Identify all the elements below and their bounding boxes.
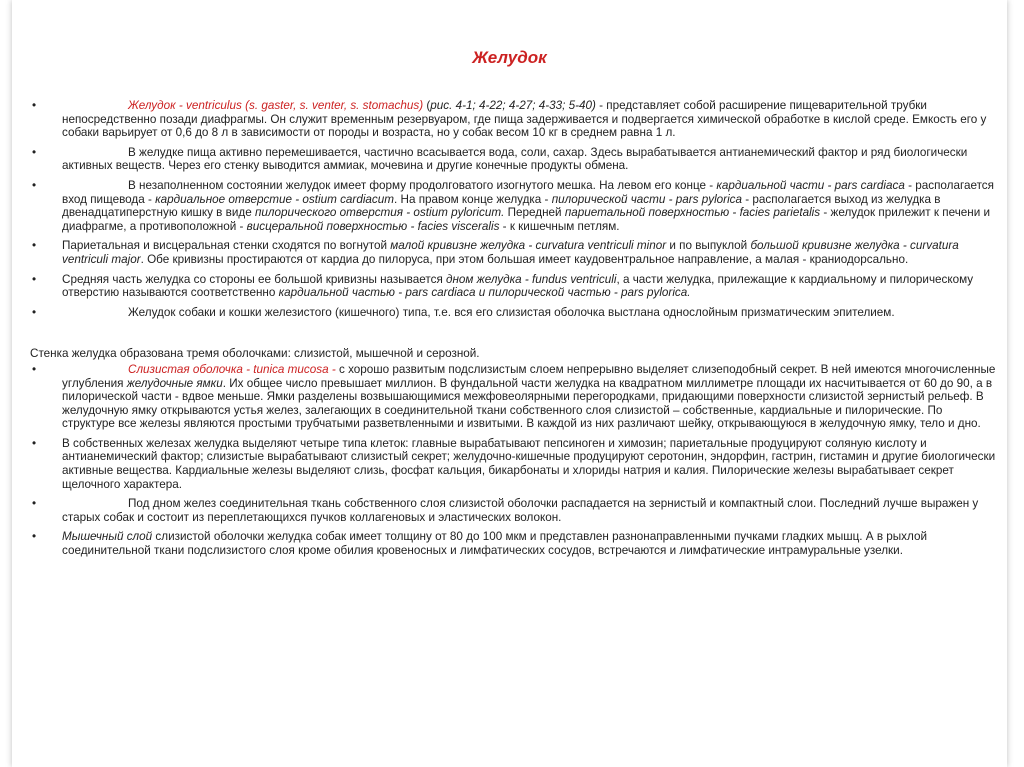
bullet-icon: • [32,530,37,544]
text-run: малой кривизне желудка - curvatura ventriculi minor [390,239,667,253]
bullet-item [30,530,998,557]
text-run: Париетальная и висцеральная стенки сходятся по вогнутой [62,239,391,253]
bullet-text: Под дном желез соединительная ткань собственного слоя слизистой оболочки распадается на зернистый и компактный слои. Последний лучше выражен у старых собак и состоит из переплетающихся пучков коллагеновых и эластических волокон. [62,497,979,524]
section-anatomy [30,99,998,319]
bullet-item [30,99,998,140]
bullet-icon: • [32,272,37,286]
text-run: Средняя часть желудка со стороны ее большой кривизны называется [62,272,447,286]
text-run: кардиальной частью - pars cardiaca и пилорической частью - pars pylorica. [278,286,691,300]
text-run: большой кривизне желудка - curvatura ventriculi major [62,239,959,266]
bullet-item [30,497,998,524]
text-run: желудочные ямки [126,376,223,390]
bullet-icon: • [32,239,37,253]
text-run: кардиальное отверстие - ostium cardiacum [155,192,395,206]
text-run: Мышечный слой [62,530,153,544]
bullet-text [62,273,973,300]
bullet-item [30,146,998,173]
bullet-item [30,363,998,431]
bullet-icon: • [32,362,37,376]
text-run: дном желудка - fundus ventriculi [446,272,617,286]
text-run: Слизистая оболочка - tunica mucosa - [128,362,336,376]
slide [12,0,1007,767]
bullet-icon: • [32,497,37,511]
text-run: В незаполненном состоянии желудок имеет форму продолговатого изогнутого мешка. На левом его конце - [128,178,717,192]
bullet-item [30,179,998,233]
bullet-text: В собственных железах желудка выделяют четыре типа клеток: главные вырабатывают пепсиноген и химозин; париетальные продуцируют соляную кислоту и антианемический фактор; слизистые вырабатывают слизистый секрет; желудочно-кишечные продуцируют серотонин, эндорфин, гастрин, гистамин и другие биологически активные вещества. Кардиальные железы выделяют слизь, фосфат кальция, бикарбонаты и хлориды натрия и калия. Пилорические железы вырабатывает секрет щелочного характера. [62,436,996,491]
bullet-text [62,363,995,430]
bullet-icon: • [32,178,37,192]
bullet-item [30,306,998,320]
bullet-text [62,99,986,139]
section-wall [30,363,998,558]
text-run: . На правом конце желудка - [394,192,552,206]
text-run: ( [423,99,431,112]
text-run: висцеральной поверхностью - facies visceralis [246,219,500,233]
text-run: , а части желудка, прилежащие к кардиальному и пилорическому отверстию называются соответственно [62,272,974,300]
bullet-text [62,530,927,557]
wall-intro: Стенка желудка образована тремя оболочками: слизистой, мышечной и серозной. [30,347,480,361]
bullet-item [30,273,998,300]
text-run: - располагается выход из желудка в двенадцатиперстную кишку в виде [62,192,941,220]
text-run: - располагается вход пищевода - [62,178,994,206]
text-run: Желудок - ventriculus (s. gaster, s. venter, s. stomachus) [128,99,424,112]
text-run: Передней [504,206,565,220]
bullet-text: Желудок собаки и кошки железистого (кишечного) типа, т.е. вся его слизистая оболочка выстлана однослойным призматическим эпителием. [128,305,895,319]
bullet-icon: • [32,436,37,450]
text-run: рис. 4-1; 4-22; 4-27; 4-33; 5-40) [430,99,596,112]
text-run: - к кишечным петлям. [499,219,620,233]
text-run: . Их общее число превышает миллион. В фундальной части желудка на квадратном миллиметре площади их насчитывается от 60 до 90, а в пилорической части - вдвое меньше. Ямки разделены возвышающимися межфовеолярными перегородками, придающими поверхности слизистой зернистый рельеф. В желудочную ямку открываются устья желез, залегающих в соединительной ткани собственного слоя слизистой – собственные, кардиальные и пилорические. По структуре все железы являются простыми трубчатыми разветвленными и извитыми. В каждой из них различают шейку, открывающуюся в желудочную ямку, тело и дно. [62,376,993,431]
text-run: - представляет собой расширение пищеварительной трубки непосредственно позади диафрагмы. Он служит временным резервуаром, где пища задерживается и подвергается химической обработке в кислой среде. Емкость его у собаки варьирует от 0,6 до 8 л в зависимости от породы и возраста, но у собак весом 10 кг в среднем равна 1 л. [62,99,987,140]
page-title: Желудок [472,48,547,67]
bullet-icon: • [32,99,37,112]
bullet-item [30,239,998,266]
bullet-text [62,179,994,233]
bullet-text: В желудке пища активно перемешивается, частично всасывается вода, соли, сахар. Здесь вырабатывается антианемический фактор и ряд биологически активных веществ. Через его стенку выводится аммиак, мочевина и другие конечные продукты обмена. [62,145,968,173]
text-run: слизистой оболочки желудка собак имеет толщину от 80 до 100 мкм и представлен разнонаправленными пучками гладких мышц. А в рыхлой соединительной ткани подслизистого слоя кроме обилия кровеносных и лимфатических сосудов, встречаются и лимфатические интрамуральные узелки. [62,530,928,558]
text-run: . Обе кривизны простираются от кардиа до пилоруса, при этом большая имеет каудовентральное направление, а малая - краниодорсально. [140,252,909,266]
bullet-icon: • [32,305,37,319]
bullet-item [30,437,998,491]
bullet-icon: • [32,145,37,159]
text-run: с хорошо развитым подслизистым слоем непрерывно выделяет слизеподобный секрет. В ней имеются многочисленные углубления [62,362,996,390]
text-run: кардиальной части - pars cardiaca [716,178,905,192]
text-run: и по выпуклой [666,239,751,253]
content [30,99,998,564]
bullet-text [62,239,959,266]
text-run: пилорического отверстия - ostium pyloricum. [254,206,505,220]
text-run: париетальной поверхностью - facies parietalis [564,206,821,220]
text-run: пилорической части - pars pylorica [551,192,743,206]
text-run: - желудок прилежит к печени и диафрагме, а противоположной - [62,206,991,233]
